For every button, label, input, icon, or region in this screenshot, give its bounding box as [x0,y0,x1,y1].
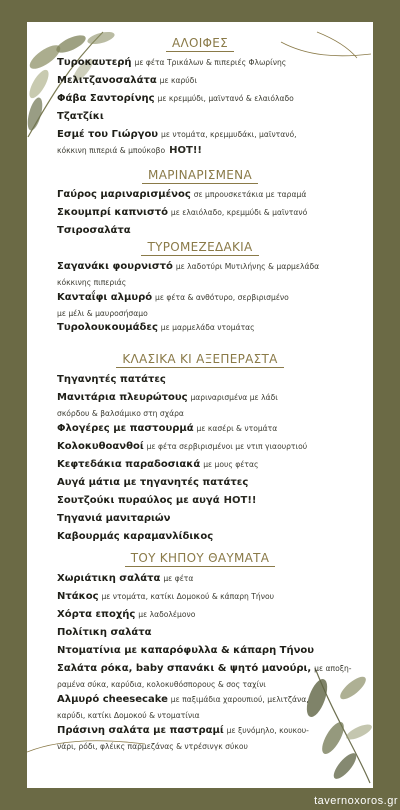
menu-item: Σαγανάκι φουρνιστό με λαδοτύρι Μυτιλήνης & μαρμελάδα [57,261,320,272]
menu-item: Κανταΐφι αλμυρό με φέτα & ανθότυρο, σερβιρισμένο [57,292,289,303]
menu-item: Φλογέρες με παστουρμά με κασέρι & ντομάτα [57,423,278,434]
menu-item: Χωριάτικη σαλάτα με φέτα [57,573,194,584]
menu-item: Εσμέ του Γιώργου με ντομάτα, κρεμμυδάκι, μαϊντανό, [57,129,297,140]
menu-item: Μανιτάρια πλευρώτους μαριναρισμένα με λάδι [57,392,278,403]
site-watermark: tavernoxoros.gr [314,795,398,807]
menu-item: Χόρτα εποχής με λαδολέμονο [57,609,196,620]
menu-item: Τηγανιά μανιταριών [57,513,171,524]
menu-item: Αυγά μάτια με τηγανητές πατάτες [57,477,249,488]
section-title-marinarismena: ΜΑΡΙΝΑΡΙΣΜΕΝΑ [27,168,373,182]
menu-item-cont: κόκκινη πιπεριά & μπούκοβο HOT!! [57,145,202,156]
menu-card [27,22,373,788]
hot-badge: HOT!! [169,145,202,156]
menu-item: Μελιτζανοσαλάτα με καρύδι [57,75,197,86]
menu-item: Σαλάτα ρόκα, baby σπανάκι & ψητό μανούρι, με αποξη- [57,663,352,674]
menu-item: Αλμυρό cheesecake με παξιμάδια χαρουπιού, μελιτζάνα, [57,694,309,705]
menu-item-cont: σκόρδου & βαλσάμικο στη σχάρα [57,409,184,418]
menu-item: Γαύρος μαριναρισμένος σε μπρουσκετάκια με ταραμά [57,189,307,200]
menu-item: Τζατζίκι [57,111,104,122]
menu-item: Σουτζούκι πυραύλος με αυγά HOT!! [57,495,257,506]
section-title-tyromezedakia: ΤΥΡΟΜΕΖΕΔΑΚΙΑ [27,240,373,254]
hot-badge: HOT!! [223,495,257,506]
menu-item: Σκουμπρί καπνιστό με ελαιόλαδο, κρεμμύδι & μαϊντανό [57,207,308,218]
menu-item-cont: κόκκινης πιπεριάς [57,278,127,287]
menu-item: Τυρολουκουμάδες με μαρμελάδα ντομάτας [57,322,255,333]
menu-item-cont: καρύδι, κατίκι Δομοκού & ντοματίνια [57,711,200,720]
menu-item: Τυροκαυτερή με φέτα Τρικάλων & πιπεριές Φλωρίνης [57,57,287,68]
menu-item: Κολοκυθοανθοί με φέτα σερβιρισμένοι με ντιπ γιαουρτιού [57,441,308,452]
menu-item: Τηγανητές πατάτες [57,374,166,385]
section-title-kipou: ΤΟΥ ΚΗΠΟΥ ΘΑΥΜΑΤΑ [27,551,373,565]
menu-item: Ντάκος με ντομάτα, κατίκι Δομοκού & κάπαρη Τήνου [57,591,275,602]
menu-item: Πράσινη σαλάτα με παστραμί με ξυνόμηλο, κουκου- [57,725,309,736]
menu-item: Ντοματίνια με καπαρόφυλλα & κάπαρη Τήνου [57,645,315,656]
menu-item: Κεφτεδάκια παραδοσιακά με μους φέτας [57,459,259,470]
menu-item: Καβουρμάς καραμανλίδικος [57,531,214,542]
menu-item: Τσιροσαλάτα [57,225,131,236]
menu-item-cont: ραμένα σύκα, καρύδια, κολοκυθόσπορους & σος ταχίνι [57,680,266,689]
section-title-aloifes: ΑΛΟΙΦΕΣ [27,36,373,50]
section-title-klasika: ΚΛΑΣΙΚΑ ΚΙ ΑΞΕΠΕΡΑΣΤΑ [27,352,373,366]
menu-item: Πολίτικη σαλάτα [57,627,152,638]
menu-item-cont: νάρι, ρόδι, φλέικς παρμεζάνας & ντρέσινγκ σύκου [57,742,248,751]
menu-item: Φάβα Σαντορίνης με κρεμμύδι, μαϊντανό & ελαιόλαδο [57,93,294,104]
menu-item-cont: με μέλι & μαυροσήσαμο [57,309,148,318]
